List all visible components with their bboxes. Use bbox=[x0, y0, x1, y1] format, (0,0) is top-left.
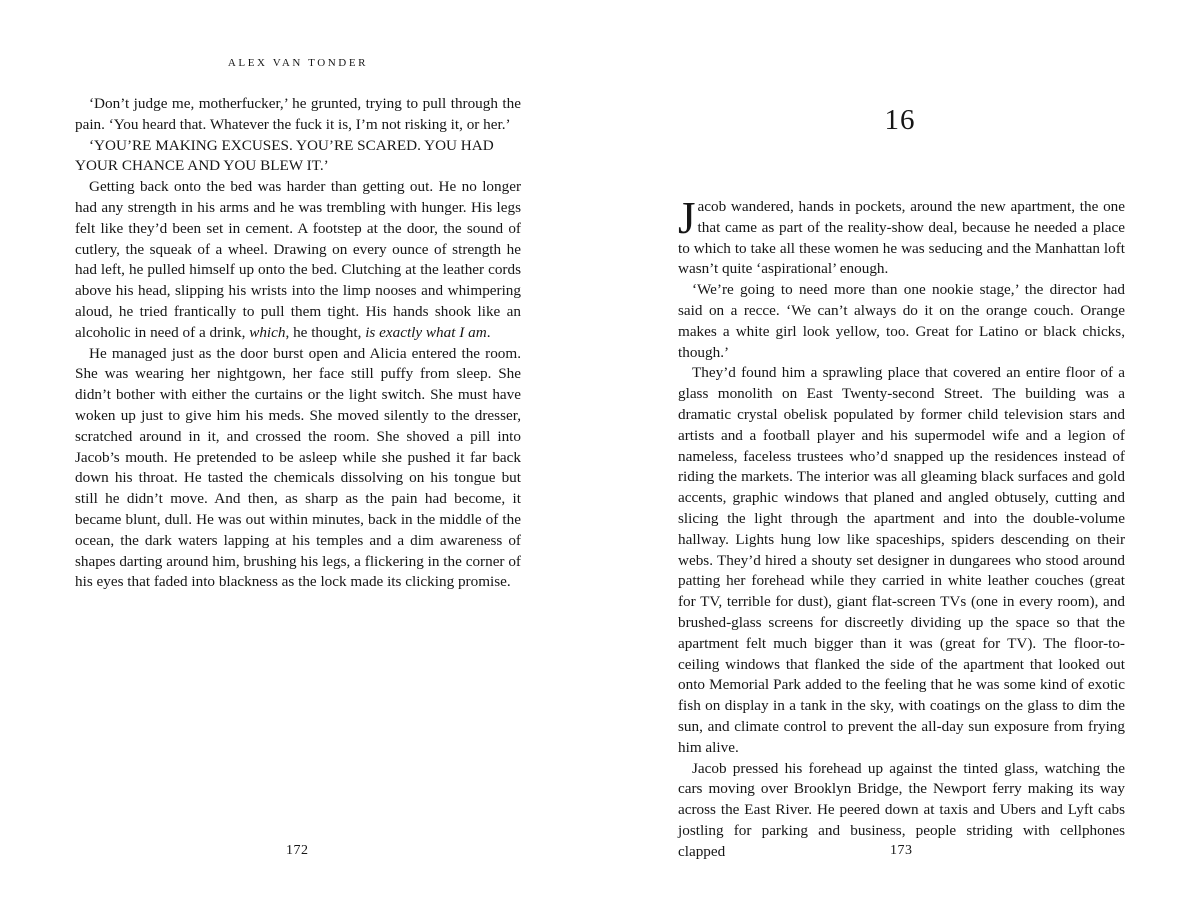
paragraph: Jacob pressed his forehead up against the tinted glass, watching the cars moving over Brooklyn Bridge, the Newport ferry making its way across the East River. He peered down at taxis and Ubers and Lyft cabs jostling for parking and business, people striding with cellphones clapped bbox=[678, 759, 1125, 860]
italic-text: which bbox=[249, 323, 286, 341]
right-page bbox=[600, 0, 1200, 917]
paragraph: He managed just as the door burst open and Alicia entered the room. She was wearing her nightgown, her face still puffy from sleep. She didn’t bother with either the curtains or the light switch. She must have woken up just to give him his meds. She moved silently to the dresser, scratched around in it, and crossed the room. She shoved a pill into Jacob’s mouth. He pretended to be asleep while she pushed it far back down his throat. He tasted the chemicals dissolving on his tongue but still he didn’t move. And then, as sharp as the pain had become, it became blunt, dull. He was out within minutes, back in the middle of the ocean, the dark waters lapping at his temples and a dim awareness of shapes darting around him, brushing his legs, a flickering in the corner of his eyes that faded into blackness as the lock made its clicking promise. bbox=[75, 344, 521, 591]
paragraph: ‘Don’t judge me, motherfucker,’ he grunted, trying to pull through the pain. ‘You heard that. Whatever the fuck it is, I’m not risking it, or her.’ bbox=[75, 95, 521, 133]
body-text-right bbox=[678, 193, 1125, 863]
paragraph bbox=[75, 177, 521, 343]
page-number: 173 bbox=[890, 843, 913, 858]
paragraph: ‘YOU’RE MAKING EXCUSES. YOU’RE SCARED. YOU HAD YOUR CHANCE AND YOU BLEW IT.’ bbox=[75, 136, 494, 175]
paragraph: They’d found him a sprawling place that covered an entire floor of a glass monolith on East Twenty-second Street. The building was a dramatic crystal obelisk populated by former child television stars and artists and a football player and his supermodel wife and a legion of nameless, faceless trustees who’d snapped up the residences instead of riding the markets. The interior was all gleaming black surfaces and gold accents, graphic windows that planed and angled obtusely, cutting and slicing the light through the apartment and into the double-volume hallway. Lights hung low like spaceships, spiders descending on their webs. They’d hired a shouty set designer in dungarees who stood around patting her forehead while they carried in white leather couches (great for TV, terrible for dust), giant flat-screen TVs (one in every room), and brushed-glass screens for discreetly dividing up the space so that the apartment felt much bigger than it was (great for TV). The floor-to-ceiling windows that flanked the side of the apartment that looked out onto Memorial Park added to the feeling that he was some kind of exotic fish on display in a tank in the sky, with coatings on the glass to dim the sun, and climate control to prevent the all-day sun exposure from frying him alive. bbox=[678, 364, 1125, 756]
body-text-left bbox=[75, 94, 521, 593]
paragraph-text: Getting back onto the bed was harder than getting out. He no longer had any strength in his arms and he was trembling with hunger. His legs felt like they’d been set in cement. A footstep at the door, the sound of cutlery, the squeak of a wheel. Drawing on every ounce of strength he had left, he pulled himself up onto the bed. Clutching at the leather cords above his head, slipping his wrists into the limp nooses and whimpering aloud, he tried frantically to pull them tight. His hands shook like an alcoholic in need of a drink, bbox=[75, 178, 521, 341]
paragraph-text: . bbox=[486, 323, 491, 341]
chapter-number: 16 bbox=[884, 104, 916, 136]
page-number: 172 bbox=[286, 843, 309, 858]
paragraph: ‘We’re going to need more than one nookie stage,’ the director had said on a recce. ‘We can’t always do it on the orange couch. Orange makes a white girl look yellow, too. Great for Latino or black chicks, though.’ bbox=[678, 281, 1125, 361]
italic-text: is exactly what I am bbox=[365, 323, 487, 341]
opening-paragraph: Jacob wandered, hands in pockets, around the new apartment, the one that came as part of the reality-show deal, because he needed a place to which to take all these women he was seducing and the Manhattan loft wasn’t quite ‘aspirational’ enough. bbox=[678, 193, 1125, 278]
running-head: ALEX VAN TONDER bbox=[227, 57, 369, 69]
paragraph-text: , he thought, bbox=[285, 323, 362, 341]
